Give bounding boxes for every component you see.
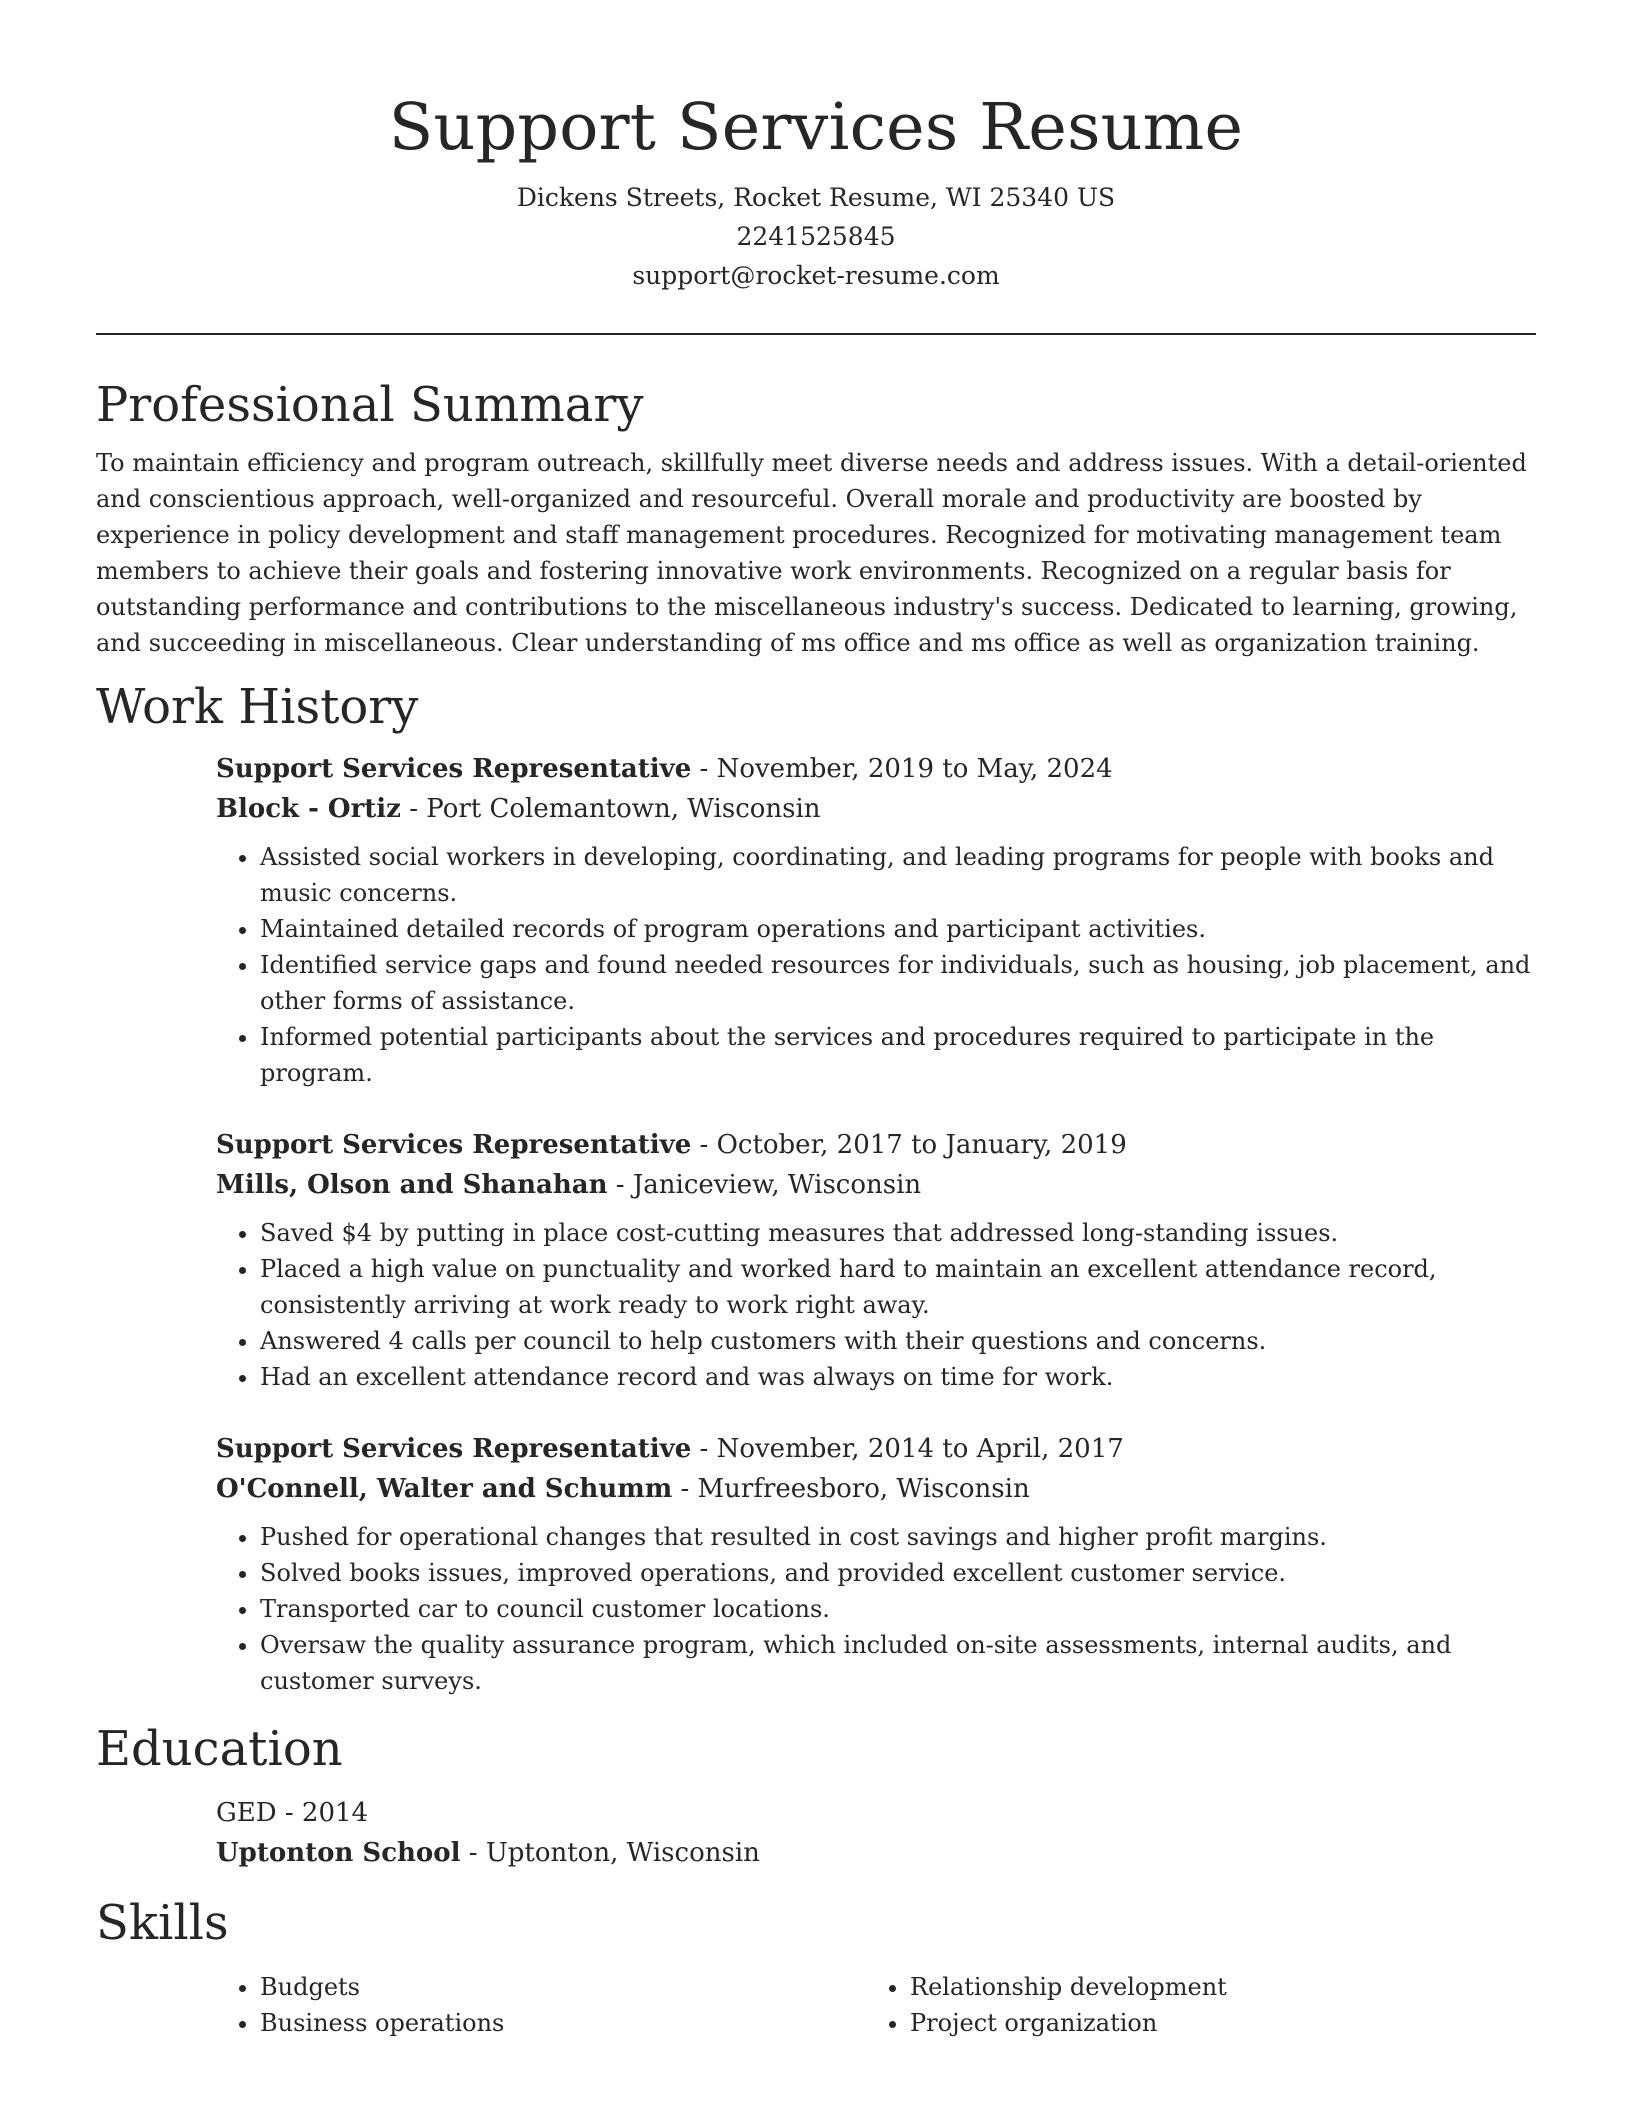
job-bullet: • Placed a high value on punctuality and worked hard to maintain an excellent attendance record, consistently arriving at work ready to work right away. (260, 1251, 1536, 1323)
job-bullet: • Solved books issues, improved operations, and provided excellent customer service. (260, 1555, 1536, 1591)
summary-heading: Professional Summary (96, 377, 644, 433)
job-company-line (216, 1469, 1536, 1509)
job-bullet: • Saved $4 by putting in place cost-cutting measures that addressed long-standing issues. (260, 1215, 1536, 1251)
job-bullets (216, 839, 1536, 1091)
job-bullet: • Identified service gaps and found needed resources for individuals, such as housing, job placement, and other forms of assistance. (260, 947, 1536, 1019)
skills-list-right (866, 1969, 1516, 2041)
job-company-line (216, 1165, 1536, 1205)
job-entry (216, 1125, 1536, 1395)
job-company: O'Connell, Walter and Schumm (216, 1474, 673, 1504)
job-location: - Janiceview, Wisconsin (607, 1170, 922, 1200)
job-title-line (216, 1429, 1536, 1469)
education-section (96, 1717, 1536, 1873)
address-text: Dickens Streets, Rocket Resume, WI 25340 US (516, 183, 1116, 212)
skills-list-left (216, 1969, 866, 2041)
job-bullet: • Had an excellent attendance record and was always on time for work. (260, 1359, 1536, 1395)
skills-grid (216, 1969, 1536, 2041)
phone-text: 2241525845 (736, 222, 896, 251)
job-entry (216, 1429, 1536, 1699)
job-location: - Murfreesboro, Wisconsin (672, 1474, 1030, 1504)
job-bullet: • Transported car to council customer locations. (260, 1591, 1536, 1627)
email-text: support@rocket-resume.com (632, 261, 1000, 290)
job-bullets (216, 1215, 1536, 1395)
header-divider (96, 333, 1536, 335)
skill-item: • Project organization (910, 2005, 1516, 2041)
job-role: Support Services Representative (216, 754, 692, 784)
resume-header (96, 0, 1536, 295)
work-history-section (96, 675, 1536, 1699)
skill-item: • Business operations (260, 2005, 866, 2041)
education-heading: Education (96, 1721, 343, 1777)
skill-item: • Relationship development (910, 1969, 1516, 2005)
skill-item: • Budgets (260, 1969, 866, 2005)
resume-title: Support Services Resume (388, 90, 1244, 165)
job-company: Mills, Olson and Shanahan (216, 1170, 608, 1200)
education-school-line (216, 1833, 1536, 1873)
job-bullet: • Answered 4 calls per council to help customers with their questions and concerns. (260, 1323, 1536, 1359)
job-role: Support Services Representative (216, 1130, 692, 1160)
education-degree: GED - 2014 (216, 1798, 369, 1828)
job-bullets (216, 1519, 1536, 1699)
education-location: - Uptonton, Wisconsin (460, 1838, 760, 1868)
resume-page (96, 0, 1536, 2112)
education-entry (216, 1793, 1536, 1873)
job-location: - Port Colemantown, Wisconsin (400, 794, 821, 824)
job-dates: - November, 2014 to April, 2017 (691, 1434, 1124, 1464)
skills-column-right (866, 1969, 1516, 2041)
job-bullet: • Informed potential participants about the services and procedures required to participate in the program. (260, 1019, 1536, 1091)
job-bullet: • Pushed for operational changes that resulted in cost savings and higher profit margins. (260, 1519, 1536, 1555)
job-bullet: • Oversaw the quality assurance program, which included on-site assessments, internal audits, and customer surveys. (260, 1627, 1536, 1699)
job-bullet: • Assisted social workers in developing, coordinating, and leading programs for people with books and music concerns. (260, 839, 1536, 911)
work-history-heading: Work History (96, 679, 419, 735)
summary-text: To maintain efficiency and program outreach, skillfully meet diverse needs and address issues. With a detail-oriented and conscientious approach, well-organized and resourceful. Overall morale and productivity are boosted by experience in policy development and staff management procedures. Recognized for motivating management team members to achieve their goals and fostering innovative work environments. Recognized on a regular basis for outstanding performance and contributions to the miscellaneous industry's success. Dedicated to learning, growing, and succeeding in miscellaneous. Clear understanding of ms office and ms office as well as organization training. (96, 449, 1527, 657)
contact-info (96, 178, 1536, 295)
skills-column-left (216, 1969, 866, 2041)
education-school: Uptonton School (216, 1838, 461, 1868)
job-bullet: • Maintained detailed records of program operations and participant activities. (260, 911, 1536, 947)
summary-section (96, 373, 1536, 661)
job-dates: - October, 2017 to January, 2019 (691, 1130, 1127, 1160)
job-dates: - November, 2019 to May, 2024 (691, 754, 1113, 784)
skills-heading: Skills (96, 1895, 229, 1951)
job-role: Support Services Representative (216, 1434, 692, 1464)
job-title-line (216, 1125, 1536, 1165)
job-company-line (216, 789, 1536, 829)
job-company: Block - Ortiz (216, 794, 401, 824)
job-entry (216, 749, 1536, 1091)
job-title-line (216, 749, 1536, 789)
skills-section (96, 1891, 1536, 2041)
